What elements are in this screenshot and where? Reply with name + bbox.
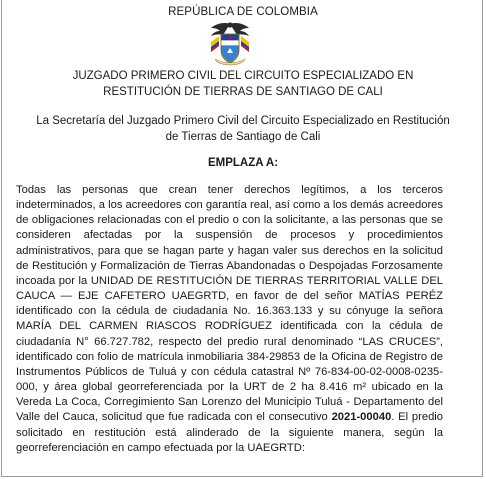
summons-body <box>16 183 443 456</box>
body-paragraph-main: Todas las personas que crean tener derechos legítimos, a los terceros indeterminados, a los acreedores con garantía real, así como a los demás acreedores de obligaciones relacionadas con el predio o con la solicitante, a las personas que se consideren afectadas por la suspensión de procesos y procedimientos administrativos, para que se hagan parte y hagan valer sus derechos en la solicitud de Restitución y Formalización de Tierras Abandonadas o Despojadas Forzosamente incoada por la UNIDAD DE RESTITUCIÓN DE TIERRAS TERRITORIAL VALLE DEL CAUCA — EJE CAFETERO UAEGRTD, en favor de del señor MATÍAS PERÉZ identificado con la cédula de ciudadanía No. 16.363.133 y su cónyuge la señora MARÍA DEL CARMEN RIASCOS RODRÍGUEZ identificada con la cédula de ciudadanía N° 66.727.782, respecto del predio rural denominado “LAS CRUCES”, identificado con folio de matrícula inmobiliaria 384-29853 de la Oficina de Registro de Instrumentos Públicos de Tuluá y con cédula catastral Nº 76-834-00-02-0008-0235-000, y área global georreferenciada por la URT de 2 ha 8.416 m² ubicado en la Vereda La Coca, Corregimiento San Lorenzo del Municipio Tuluá - Departamento del Valle del Cauca, solicitud que fue radicada con el consecutivo <box>16 184 443 424</box>
filing-number: 2021-00040 <box>331 411 392 424</box>
country-heading: REPÚBLICA DE COLOMBIA <box>168 6 318 18</box>
colombia-coat-of-arms-icon <box>205 20 255 66</box>
court-name: JUZGADO PRIMERO CIVIL DEL CIRCUITO ESPECIALIZADO EN RESTITUCIÓN DE TIERRAS DE SANTIAGO DE CALI <box>72 70 414 98</box>
summons-heading: EMPLAZA A: <box>207 157 279 169</box>
body-paragraph-tail: . El predio solicitado en restitución está alinderado de la siguiente manera, según la georreferenciación en campo efectuada por la UAEGRTD: <box>16 411 444 454</box>
issuer-line: La Secretaría del Juzgado Primero Civil del Circuito Especializado en Restitución de Tierras de Santiago de Cali <box>36 115 450 143</box>
